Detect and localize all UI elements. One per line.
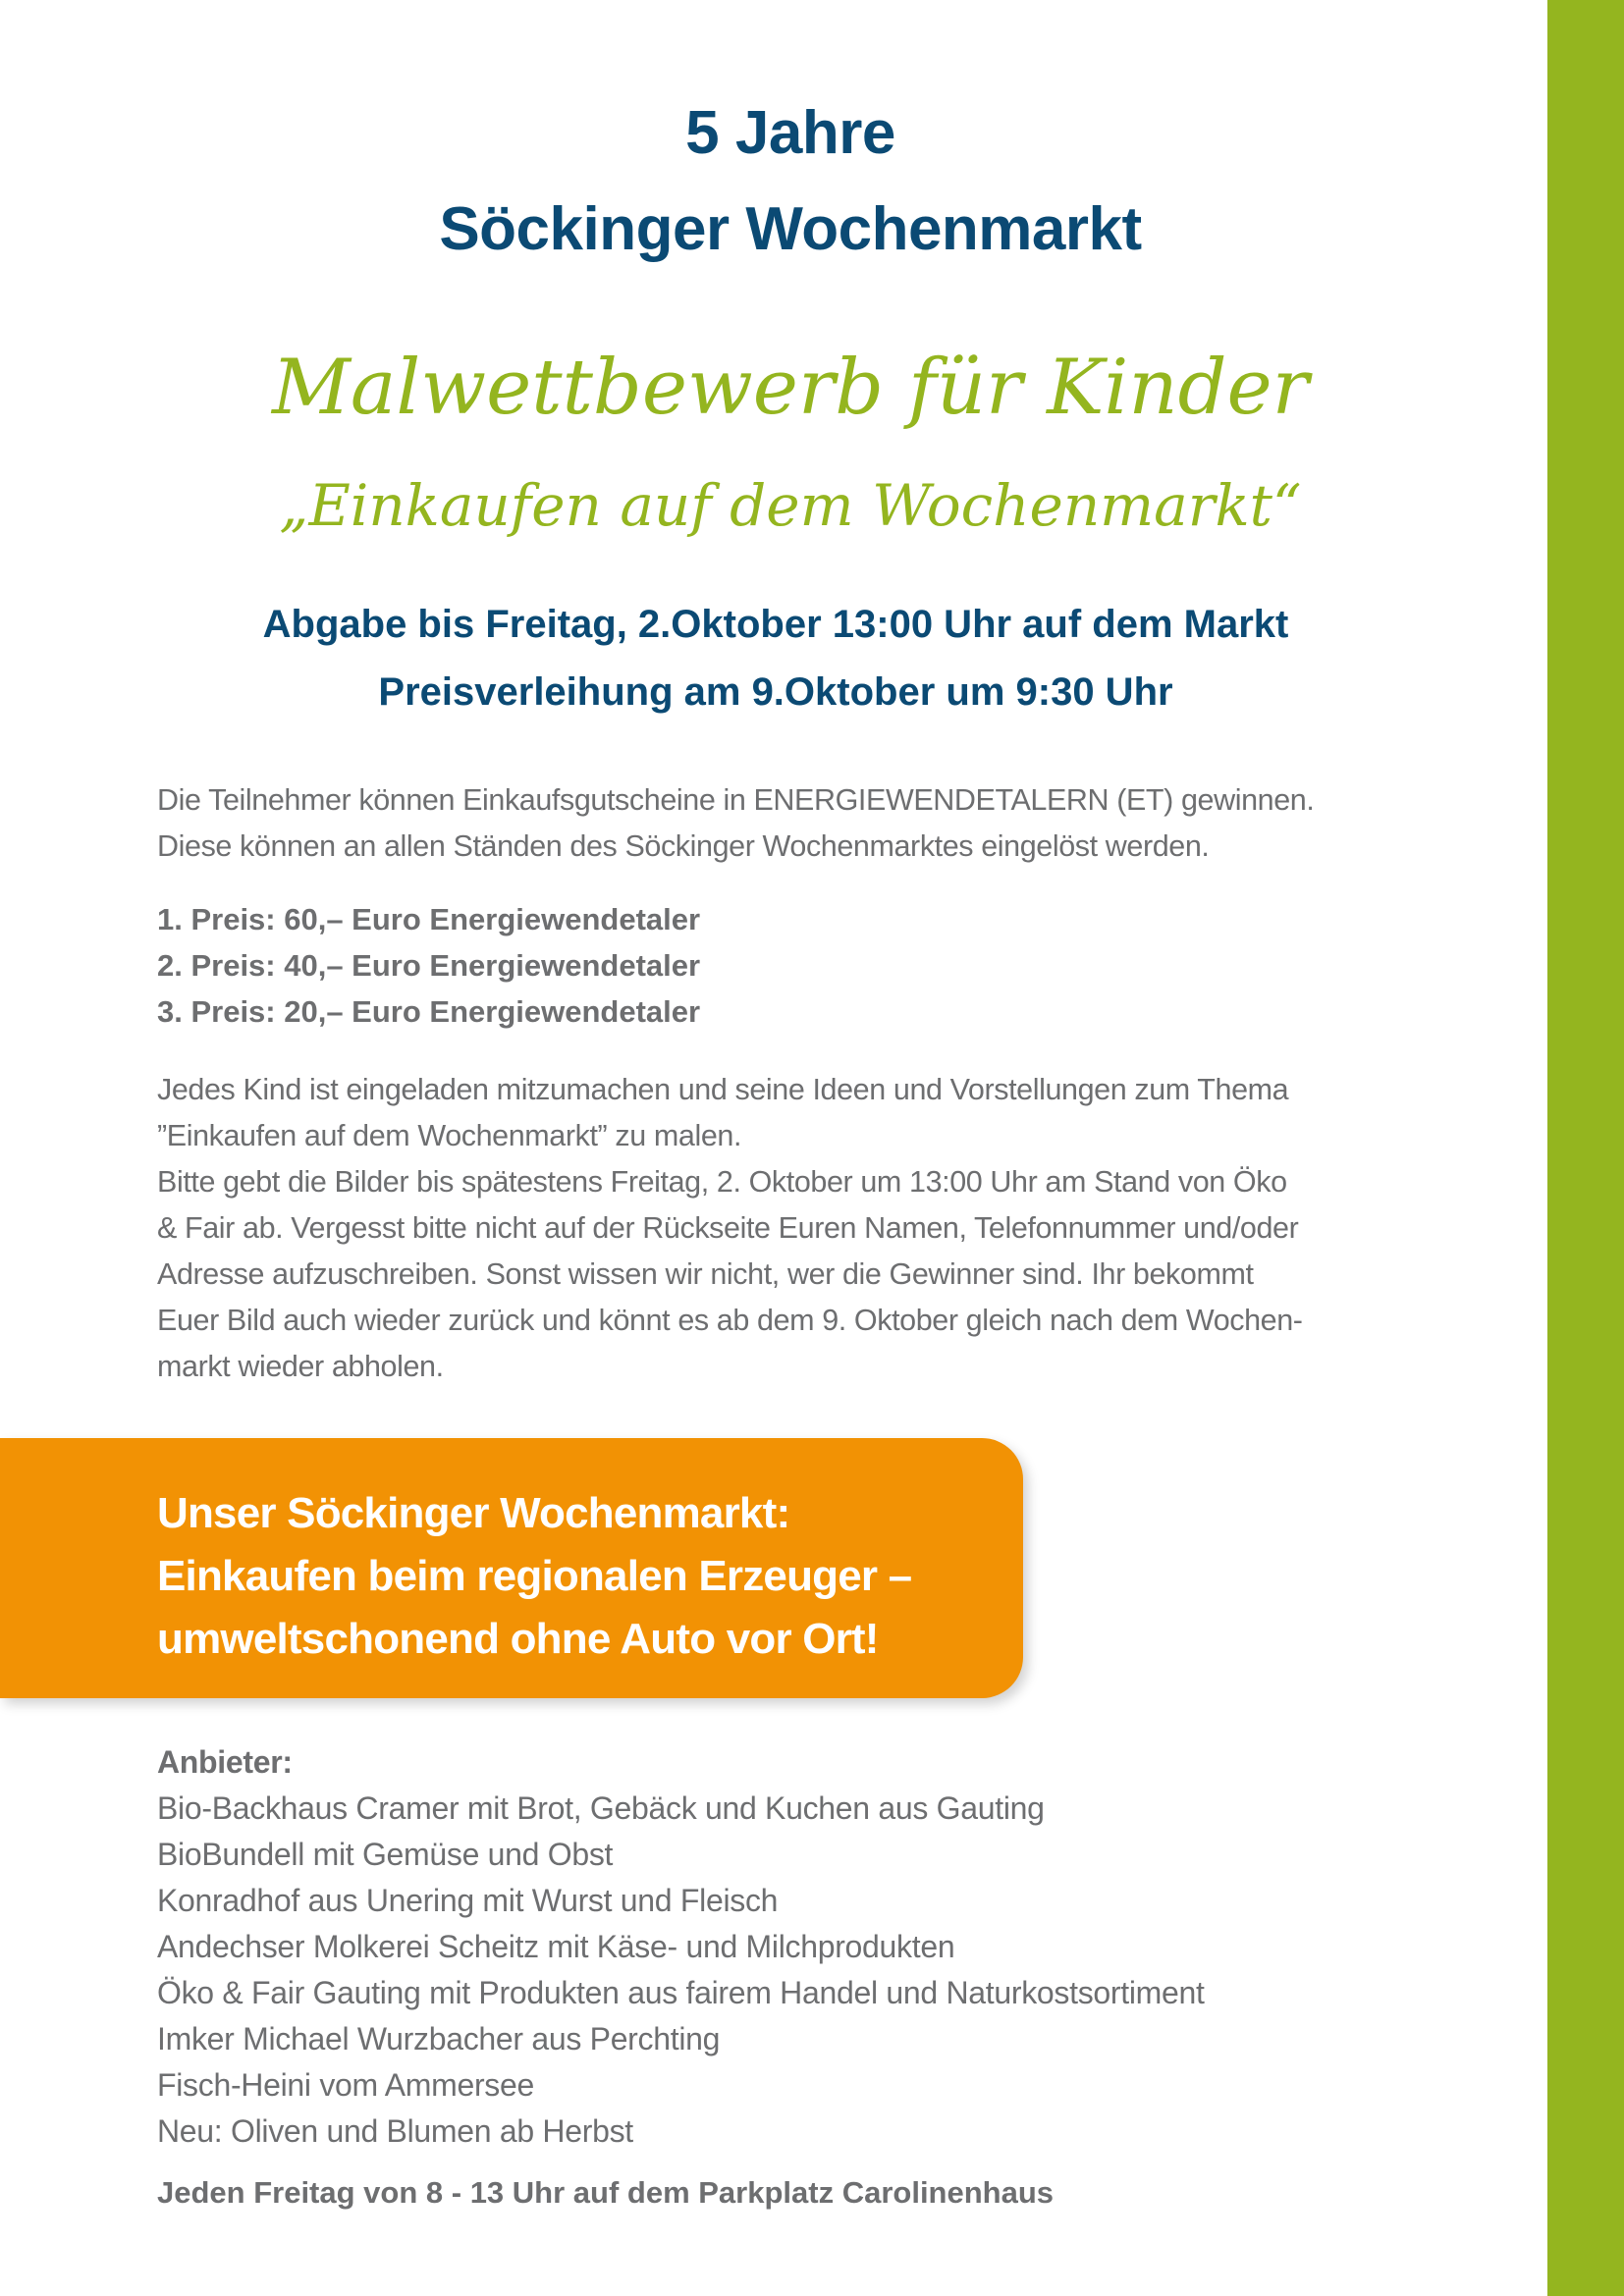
vendor-heading: Anbieter: [157, 1744, 293, 1780]
details-line: markt wieder abholen. [157, 1350, 444, 1383]
vendor-item: Konradhof aus Unering mit Wurst und Fleisch [157, 1883, 779, 1918]
contest-subtitle: „Einkaufen auf dem Wochenmarkt“ [279, 472, 1302, 539]
vendor-item: Andechser Molkerei Scheitz mit Käse- und Milchprodukten [157, 1929, 955, 1964]
prize-item: 1. Preis: 60,– Euro Energiewendetaler [157, 902, 701, 936]
banner-line: Unser Söckinger Wochenmarkt: [157, 1489, 790, 1537]
prize-item: 3. Preis: 20,– Euro Energiewendetaler [157, 994, 701, 1029]
intro-line: Diese können an allen Ständen des Söckinger Wochenmarktes eingelöst werden. [157, 829, 1210, 863]
details-line: & Fair ab. Vergesst bitte nicht auf der Rückseite Euren Namen, Telefonnummer und/oder [157, 1211, 1299, 1245]
award-line: Preisverleihung am 9.Oktober um 9:30 Uhr [378, 670, 1173, 714]
details-text [157, 1067, 1434, 1390]
details-line: Bitte gebt die Bilder bis spätestens Freitag, 2. Oktober um 13:00 Uhr am Stand von Öko [157, 1165, 1287, 1199]
intro-text [157, 777, 1434, 870]
banner-line: Einkaufen beim regionalen Erzeuger – [157, 1552, 912, 1600]
vendor-item: Bio-Backhaus Cramer mit Brot, Gebäck und Kuchen aus Gauting [157, 1790, 1045, 1826]
prize-list [157, 896, 1041, 1035]
market-banner [0, 1438, 1023, 1698]
intro-line: Die Teilnehmer können Einkaufsgutscheine in ENERGIEWENDETALERN (ET) gewinnen. [157, 783, 1315, 817]
vendor-item: BioBundell mit Gemüse und Obst [157, 1837, 614, 1872]
page-title-line1: 5 Jahre [685, 99, 895, 167]
deadline-line: Abgabe bis Freitag, 2.Oktober 13:00 Uhr auf dem Markt [262, 603, 1289, 646]
details-line: Jedes Kind ist eingeladen mitzumachen und seine Ideen und Vorstellungen zum Thema [157, 1073, 1289, 1106]
details-line: Euer Bild auch wieder zurück und könnt es ab dem 9. Oktober gleich nach dem Wochen- [157, 1304, 1303, 1337]
vendor-item: Öko & Fair Gauting mit Produkten aus fairem Handel und Naturkostsortiment [157, 1975, 1205, 2010]
banner-line: umweltschonend ohne Auto vor Ort! [157, 1615, 879, 1663]
vendor-item: Neu: Oliven und Blumen ab Herbst [157, 2113, 633, 2149]
vendor-list [157, 1739, 1434, 2155]
vendor-item: Imker Michael Wurzbacher aus Perchting [157, 2021, 721, 2056]
market-schedule: Jeden Freitag von 8 - 13 Uhr auf dem Parkplatz Carolinenhaus [157, 2175, 1055, 2210]
contest-title: Malwettbewerb für Kinder [272, 344, 1309, 432]
details-line: ”Einkaufen auf dem Wochenmarkt” zu malen. [157, 1119, 742, 1152]
vendor-item: Fisch-Heini vom Ammersee [157, 2067, 535, 2103]
details-line: Adresse aufzuschreiben. Sonst wissen wir nicht, wer die Gewinner sind. Ihr bekommt [157, 1257, 1254, 1291]
page-title-line2: Söckinger Wochenmarkt [439, 195, 1142, 263]
prize-item: 2. Preis: 40,– Euro Energiewendetaler [157, 948, 701, 983]
